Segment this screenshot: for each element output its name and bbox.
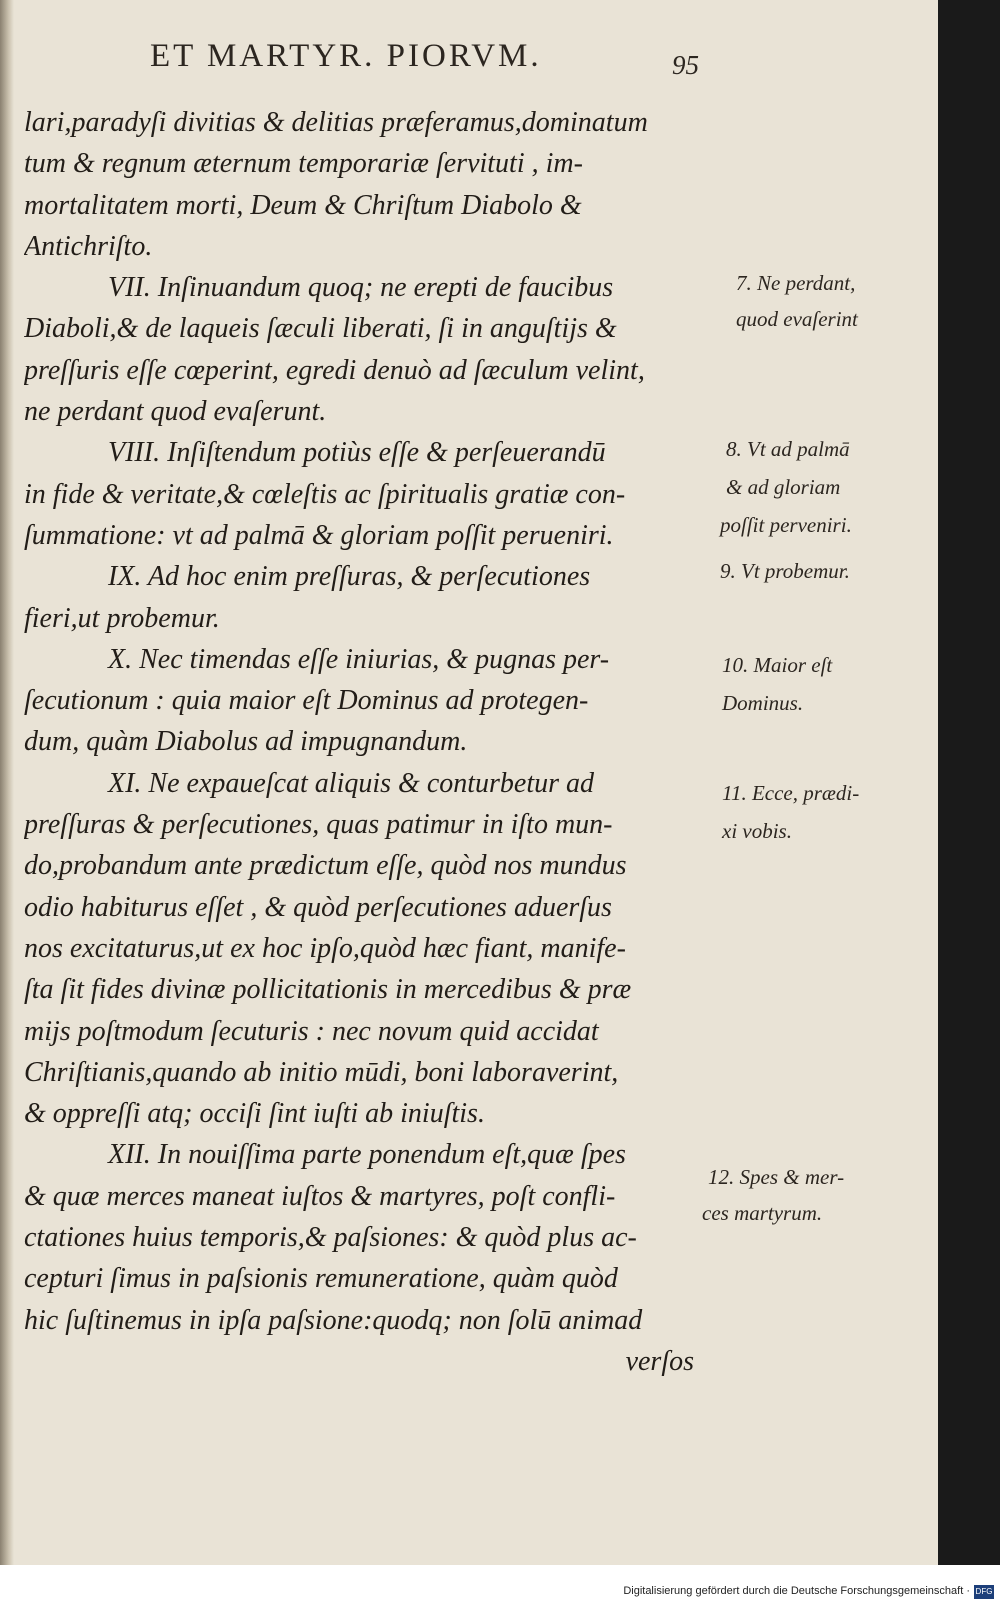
running-head: ET MARTYR. PIORVM.: [150, 38, 542, 74]
paragraph-xi: XI. Ne expaueſcat aliquis & conturbetur ad: [108, 767, 595, 799]
text-line: in fide & veritate,& cœleſtis ac ſpiritualis gratiæ con-: [24, 478, 626, 510]
margin-note: poſſit perveniri.: [720, 513, 852, 537]
text-line: Chriſtianis,quando ab initio mūdi, boni laboraverint,: [24, 1056, 619, 1088]
scan-border: [938, 0, 1000, 1565]
text-line: preſſuris eſſe cœperint, egredi denuò ad ſæculum velint,: [24, 354, 645, 386]
text-line: do,probandum ante prædictum eſſe, quòd nos mundus: [24, 850, 627, 882]
text-line: lari,paradyſi divitias & delitias præferamus,dominatum: [24, 107, 648, 138]
margin-note: & ad gloriam: [726, 475, 841, 499]
text-line: ſecutionum : quia maior eſt Dominus ad protegen-: [24, 685, 589, 717]
page-number: 95: [672, 50, 699, 80]
paragraph-vii: VII. Inſinuandum quoq; ne erepti de faucibus: [108, 272, 614, 304]
text-line: hic ſuſtinemus in ipſa paſsione:quodq; non ſolū animad: [24, 1304, 643, 1336]
margin-note: ces martyrum.: [702, 1201, 823, 1225]
text-line: & quæ merces maneat iuſtos & martyres, poſt confli-: [24, 1180, 616, 1212]
text-line: mijs poſtmodum ſecuturis : nec novum quid accidat: [24, 1015, 599, 1047]
paragraph-xii: XII. In nouiſſima parte ponendum eſt,quæ ſpes: [108, 1139, 626, 1171]
margin-note: 11. Ecce, prædi-: [722, 781, 860, 805]
margin-note: quod evaſerint: [736, 307, 858, 331]
margin-note: 9. Vt probemur.: [720, 559, 850, 583]
text-line: cepturi ſimus in paſsionis remuneratione, quàm quòd: [24, 1263, 618, 1295]
margin-note: 7. Ne perdant,: [736, 271, 856, 295]
text-line: fieri,ut probemur.: [24, 602, 220, 634]
text-line: ne perdant quod evaſerunt.: [24, 396, 327, 428]
paragraph-x: X. Nec timendas eſſe iniurias, & pugnas per-: [108, 643, 610, 675]
text-line: Antichriſto.: [24, 230, 153, 262]
catchword: verſos: [625, 1345, 694, 1377]
text-line: Diaboli,& de laqueis ſæculi liberati, ſi in anguſtijs &: [24, 313, 617, 345]
margin-note: 12. Spes & mer-: [708, 1165, 845, 1189]
text-line: mortalitatem morti, Deum & Chriſtum Diabolo &: [24, 189, 582, 221]
footer-credit: Digitalisierung gefördert durch die Deutsche Forschungsgemeinschaft ·: [623, 1585, 970, 1597]
body-text: [24, 102, 724, 1382]
margin-note: Dominus.: [722, 691, 804, 715]
margin-note: 8. Vt ad palmā: [726, 437, 850, 461]
text-line: tum & regnum æternum temporariæ ſervituti , im-: [24, 148, 583, 180]
text-line: ſummatione: vt ad palmā & gloriam poſſit perueniri.: [24, 519, 614, 551]
text-line: ſta ſit fides divinæ pollicitationis in mercedibus & præ: [24, 974, 632, 1006]
text-line: odio habiturus eſſet , & quòd perſecutiones aduerſus: [24, 891, 612, 923]
margin-note: xi vobis.: [722, 819, 792, 843]
footer-bar: [0, 1583, 1000, 1605]
paragraph-ix: IX. Ad hoc enim preſſuras, & perſecutiones: [108, 561, 591, 593]
text-line: nos excitaturus,ut ex hoc ipſo,quòd hæc fiant, manife-: [24, 932, 626, 964]
text-line: preſſuras & perſecutiones, quas patimur in iſto mun-: [24, 809, 613, 841]
text-line: dum, quàm Diabolus ad impugnandum.: [24, 726, 468, 758]
margin-note: 10. Maior eſt: [722, 653, 833, 677]
text-line: ctationes huius temporis,& paſsiones: & quòd plus ac-: [24, 1222, 637, 1254]
text-line: & oppreſſi atq; occiſi ſint iuſti ab iniuſtis.: [24, 1098, 485, 1130]
paragraph-viii: VIII. Inſiſtendum potiùs eſſe & perſeuerandū: [108, 437, 606, 469]
page-gutter: [0, 0, 14, 1565]
dfg-logo: DFG: [974, 1585, 994, 1599]
